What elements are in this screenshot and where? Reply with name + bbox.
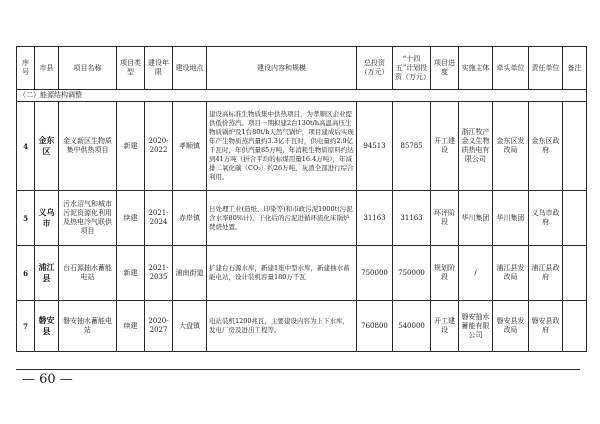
cell-location: 赤岸镇 — [173, 191, 207, 246]
cell-type: 新建 — [117, 102, 145, 191]
cell-entity: 浙江牧产金义生物质热电有限公司 — [459, 102, 493, 191]
table-row — [17, 102, 587, 191]
header-plan: “十四五”计划投资（万元） — [393, 47, 431, 90]
header-resp: 责任单位 — [529, 47, 563, 90]
cell-total: 94513 — [357, 102, 393, 191]
cell-lead: 浦江县发改局 — [493, 246, 529, 301]
project-table — [16, 46, 587, 352]
page-number: — 60 — — [22, 372, 73, 387]
header-note: 备注 — [563, 47, 587, 90]
table-row — [17, 301, 587, 352]
cell-type: 新建 — [117, 246, 145, 301]
cell-entity: 华川集团 — [459, 191, 493, 246]
cell-progress: 规划阶段 — [431, 246, 459, 301]
cell-note — [563, 191, 587, 246]
cell-plan: 540000 — [393, 301, 431, 352]
cell-seq: 7 — [17, 301, 35, 352]
header-name: 项目名称 — [59, 47, 117, 90]
cell-city: 义乌市 — [35, 191, 59, 246]
cell-years: 2020-2022 — [145, 102, 173, 191]
cell-lead: 磐安县发改局 — [493, 301, 529, 352]
cell-content: 扩建台石源水库，新建1座中型水库，新建抽水蓄能电站，设计装机容量180万千瓦 — [207, 246, 357, 301]
cell-city: 金东区 — [35, 102, 59, 191]
cell-resp: 浦江县政府 — [529, 246, 563, 301]
cell-entity: 磐安抽水蓄能有限公司 — [459, 301, 493, 352]
cell-name: 污水沼气和城市污泥资源化利用及热电冷气联供项目 — [59, 191, 117, 246]
header-total: 总投资（万元） — [357, 47, 393, 90]
cell-type: 续建 — [117, 191, 145, 246]
cell-location: 大盘镇 — [173, 301, 207, 352]
header-city: 市县 — [35, 47, 59, 90]
cell-entity: / — [459, 246, 493, 301]
header-progress: 项目进度 — [431, 47, 459, 90]
cell-years: 2020-2027 — [145, 301, 173, 352]
cell-location: 孝顺镇 — [173, 102, 207, 191]
cell-seq: 6 — [17, 246, 35, 301]
cell-progress: 开工建设 — [431, 301, 459, 352]
cell-plan: 85785 — [393, 102, 431, 191]
header-location: 建设地点 — [173, 47, 207, 90]
cell-resp: 金东区政府 — [529, 102, 563, 191]
cell-total: 760800 — [357, 301, 393, 352]
cell-city: 磐安县 — [35, 301, 59, 352]
cell-plan: 31163 — [393, 191, 431, 246]
cell-name: 台石源抽水蓄能电站 — [59, 246, 117, 301]
cell-lead: 金东区发改局 — [493, 102, 529, 191]
cell-years: 2021-2035 — [145, 246, 173, 301]
cell-resp: 义乌市政府 — [529, 191, 563, 246]
section-row — [17, 90, 587, 102]
cell-note — [563, 301, 587, 352]
cell-name: 磐安抽水蓄能电站 — [59, 301, 117, 352]
header-content: 建设内容和规模 — [207, 47, 357, 90]
header-row — [17, 47, 587, 90]
cell-note — [563, 246, 587, 301]
cell-name: 金义新区生物质集中供热项目 — [59, 102, 117, 191]
cell-resp: 磐安县政府 — [529, 301, 563, 352]
table-row — [17, 246, 587, 301]
header-lead: 牵头单位 — [493, 47, 529, 90]
cell-progress: 环评阶段 — [431, 191, 459, 246]
cell-type: 续建 — [117, 301, 145, 352]
cell-content: 电站装机1200兆瓦，主要建设内容为上下水库，发电厂房及进出工程等。 — [207, 301, 357, 352]
cell-content: 日处理工业(造纸、印染等)和市政污泥1000t(污泥含水率80%计)，干化后的污泥进循环流化床锅炉焚烧处置。 — [207, 191, 357, 246]
cell-seq: 5 — [17, 191, 35, 246]
cell-total: 750000 — [357, 246, 393, 301]
cell-content: 建设高标准生物质集中供热项目，为孝顺区企业提供低价蒸汽。项目一期拟建2台130t/h高温高压生物质锅炉及1台80t/h天然气锅炉，项目建成后实现年产生物质蒸汽量约3.3亿千瓦时，供电量约2.9亿千瓦时，年供汽量85万吨，年消耗生物质原料约达到41万吨（折合平均的标煤用量16.4万吨），年减排二氧化碳（CO₂）约26万吨，灰渣全部进行综合利用。 — [207, 102, 357, 191]
cell-seq: 4 — [17, 102, 35, 191]
cell-total: 31163 — [357, 191, 393, 246]
cell-progress: 开工建设 — [431, 102, 459, 191]
section-title: （二）能源结构调整 — [17, 90, 587, 102]
cell-years: 2021-2024 — [145, 191, 173, 246]
footer-divider — [16, 369, 580, 370]
header-type: 项目类型 — [117, 47, 145, 90]
cell-location: 浦南街道 — [173, 246, 207, 301]
header-entity: 实施主体 — [459, 47, 493, 90]
table-row — [17, 191, 587, 246]
header-years: 建设年限 — [145, 47, 173, 90]
header-seq: 序号 — [17, 47, 35, 90]
cell-plan: 750000 — [393, 246, 431, 301]
cell-note — [563, 102, 587, 191]
cell-city: 浦江县 — [35, 246, 59, 301]
cell-lead: 华川集团 — [493, 191, 529, 246]
